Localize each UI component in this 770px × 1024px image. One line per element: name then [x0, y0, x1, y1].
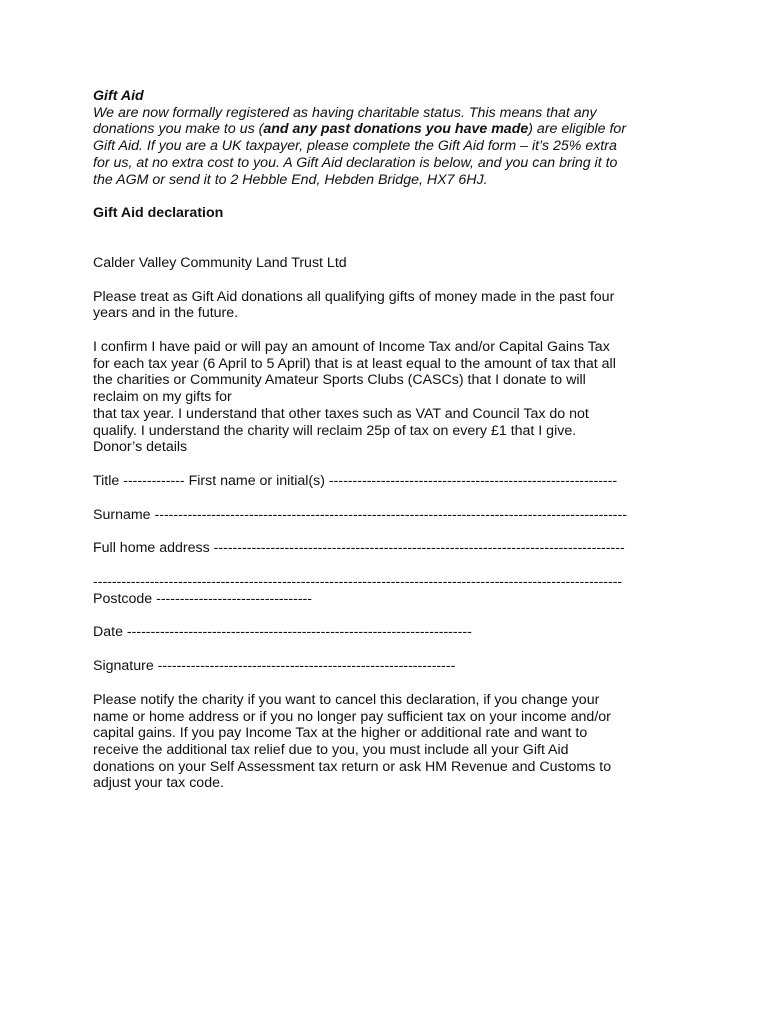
document-page [93, 88, 693, 792]
intro-bold-text: and any past donations you have made [263, 121, 529, 138]
paragraph-line: that tax year. I understand that other taxes such as VAT and Council Tax do not [93, 405, 589, 422]
paragraph-line: for each tax year (6 April to 5 April) that is at least equal to the amount of tax that all [93, 355, 616, 372]
surname-field[interactable]: Surname ---------------------------------------------------------------------------------------------------- [93, 506, 627, 523]
notice-line: Please notify the charity if you want to cancel this declaration, if you change your [93, 691, 600, 708]
cancellation-notice [93, 692, 693, 792]
donor-details-label: Donor’s details [93, 439, 188, 456]
intro-line-text: ) are eligible for [528, 121, 627, 138]
notice-line: name or home address or if you no longer pay sufficient tax on your income and/or [93, 708, 611, 725]
paragraph-line: years and in the future. [93, 305, 239, 322]
paragraph-line: I confirm I have paid or will pay an amount of Income Tax and/or Capital Gains Tax [93, 339, 610, 356]
notice-line: donations on your Self Assessment tax return or ask HM Revenue and Customs to [93, 758, 612, 775]
paragraph-line: the charities or Community Amateur Sports Clubs (CASCs) that I donate to will [93, 372, 586, 389]
declaration-heading: Gift Aid declaration [93, 205, 224, 222]
notice-line: receive the additional tax relief due to you, you must include all your Gift Aid [93, 741, 569, 758]
notice-line: adjust your tax code. [93, 775, 224, 792]
home-address-line2-field[interactable]: ---------------------------------------------------------------------------------------------------------------- [93, 574, 623, 591]
signature-field[interactable]: Signature --------------------------------------------------------------- [93, 658, 456, 675]
gift-aid-intro [93, 88, 693, 188]
postcode-field[interactable]: Postcode --------------------------------- [93, 590, 313, 607]
intro-line [93, 121, 693, 138]
intro-line: Gift Aid. If you are a UK taxpayer, please complete the Gift Aid form – it’s 25% extra [93, 138, 617, 155]
intro-line: We are now formally registered as having charitable status. This means that any [93, 104, 597, 121]
intro-title: Gift Aid [93, 88, 144, 104]
paragraph-line: Please treat as Gift Aid donations all qualifying gifts of money made in the past four [93, 288, 615, 305]
date-field[interactable]: Date ------------------------------------------------------------------------- [93, 624, 472, 641]
home-address-field[interactable]: Full home address --------------------------------------------------------------------------------------- [93, 540, 625, 557]
confirm-paragraph [93, 339, 693, 456]
intro-line: the AGM or send it to 2 Hebble End, Hebden Bridge, HX7 6HJ. [93, 171, 488, 188]
paragraph-line: qualify. I understand the charity will reclaim 25p of tax on every £1 that I give. [93, 422, 577, 439]
title-firstname-field[interactable]: Title ------------- First name or initial(s) ------------------------------------------------------------- [93, 472, 618, 489]
paragraph-line: reclaim on my gifts for [93, 389, 232, 406]
notice-line: capital gains. If you pay Income Tax at the higher or additional rate and want to [93, 725, 588, 742]
intro-text [93, 105, 693, 189]
intro-line: for us, at no extra cost to you. A Gift Aid declaration is below, and you can bring it to [93, 154, 618, 171]
intro-line-text: donations you make to us ( [93, 121, 264, 138]
treat-paragraph [93, 289, 693, 322]
organisation-name: Calder Valley Community Land Trust Ltd [93, 254, 347, 271]
